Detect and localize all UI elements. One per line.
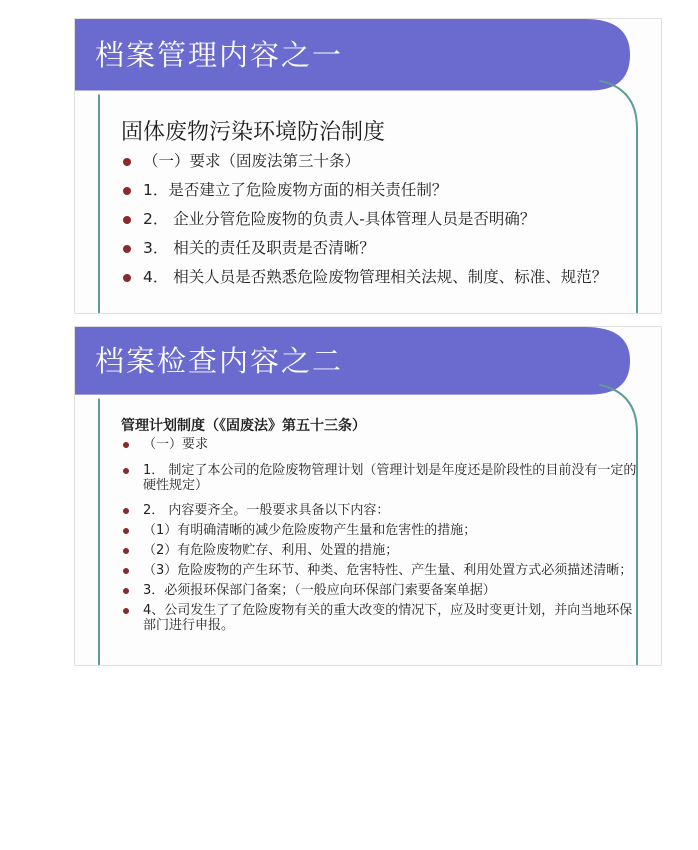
slide-heading: 固体废物污染环境防治制度 <box>121 120 386 145</box>
bullet-icon <box>123 608 129 614</box>
list-item: （1）有明确清晰的减少危险废物产生量和危害性的措施； <box>121 523 643 538</box>
list-item: （2）有危险废物贮存、利用、处置的措施； <box>121 543 643 558</box>
list-item: （一）要求（固废法第三十条） <box>121 151 643 171</box>
list-item: 1．是否建立了危险废物方面的相关责任制？ <box>121 180 643 200</box>
list-item: 3． 相关的责任及职责是否清晰？ <box>121 238 643 258</box>
bullet-icon <box>123 442 129 448</box>
list-item: 1． 制定了本公司的危险废物管理计划（管理计划是年度还是阶段性的目前没有一定的硬性规定） <box>121 463 643 493</box>
bullet-icon <box>123 548 129 554</box>
bullet-icon <box>123 468 129 474</box>
bullet-icon <box>123 216 131 224</box>
bullet-icon <box>123 245 131 253</box>
bullet-icon <box>123 158 131 166</box>
list-item: （3）危险废物的产生环节、种类、危害特性、产生量、利用处置方式必须描述清晰； <box>121 563 643 578</box>
bullet-icon <box>123 508 129 514</box>
bullet-icon <box>123 588 129 594</box>
slide-1 <box>74 18 662 314</box>
list-item: （一）要求 <box>121 437 643 452</box>
bullet-icon <box>123 528 129 534</box>
list-item: 2． 内容要齐全。一般要求具备以下内容： <box>121 503 643 518</box>
list-item: 3．必须报环保部门备案；（一般应向环保部门索要备案单据） <box>121 583 643 598</box>
slide-title: 档案检查内容之二 <box>95 344 344 378</box>
bullet-list <box>121 151 643 296</box>
slide-title: 档案管理内容之一 <box>95 38 344 72</box>
list-item: 2． 企业分管危险废物的负责人-具体管理人员是否明确？ <box>121 209 643 229</box>
bullet-icon <box>123 568 129 574</box>
bullet-list <box>121 437 643 635</box>
slide-heading: 管理计划制度（《固废法》第五十三条） <box>121 418 366 434</box>
list-item: 4、公司发生了了危险废物有关的重大改变的情况下，应及时变更计划，并向当地环保部门进行申报。 <box>121 603 643 633</box>
bullet-icon <box>123 187 131 195</box>
slide-2 <box>74 326 662 666</box>
bullet-icon <box>123 274 131 282</box>
list-item: 4． 相关人员是否熟悉危险废物管理相关法规、制度、标准、规范？ <box>121 267 643 287</box>
